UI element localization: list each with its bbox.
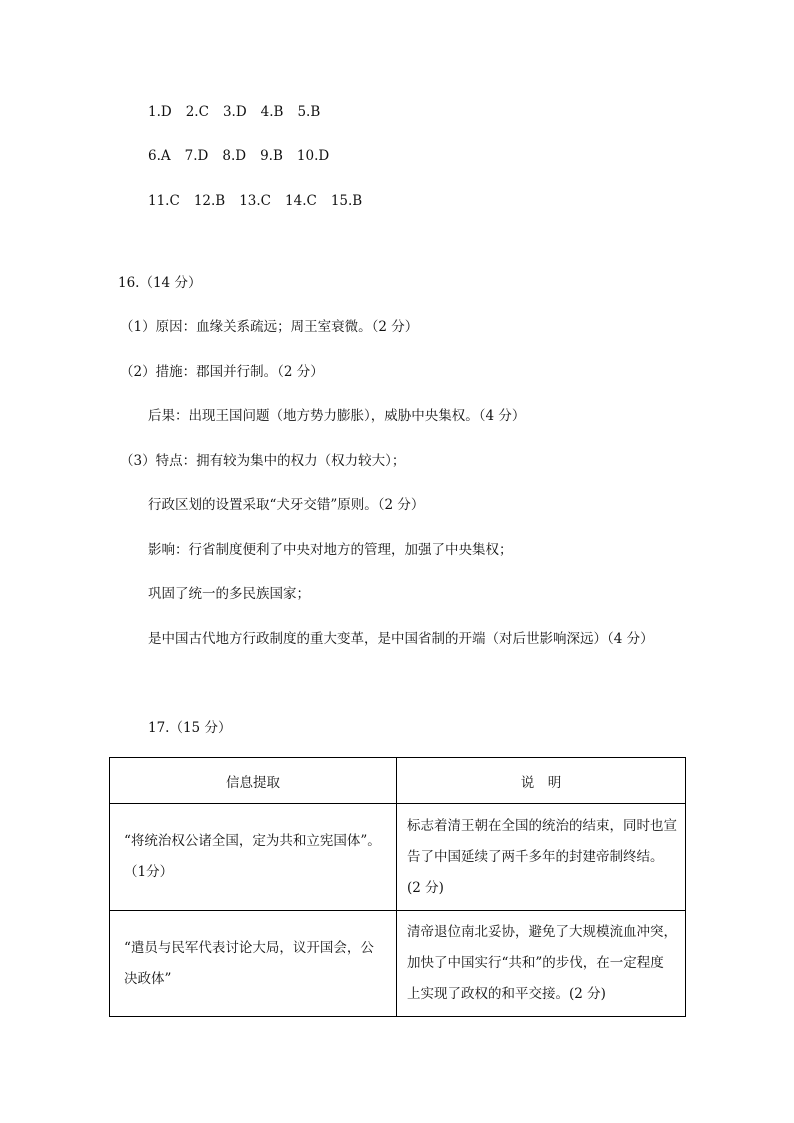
q17-table (109, 757, 686, 1017)
answer-item: 9.B (260, 148, 283, 164)
q16-part3-line4: 巩固了统一的多民族国家； (148, 586, 310, 602)
q16-part2-result: 后果：出现王国问题（地方势力膨胀），威胁中央集权。（4 分） (148, 408, 526, 424)
column-header-explain: 说 明 (397, 758, 686, 804)
answer-item: 6.A (148, 148, 171, 164)
table-cell-info: “将统治权公诸全国，定为共和立宪国体”。 （1分） (110, 804, 397, 911)
q16-part3: （3）特点：拥有较为集中的权力（权力较大）； (120, 453, 406, 469)
answer-item: 7.D (184, 148, 209, 164)
answer-item: 13.C (239, 193, 272, 209)
answer-item: 5.B (297, 104, 321, 120)
table-cell-explain: 标志着清王朝在全国的统治的结束，同时也宣告了中国延续了两千多年的封建帝制终结。(2 分) (397, 804, 686, 911)
answer-item: 8.D (222, 148, 247, 164)
q16-part3-line2: 行政区划的设置采取“犬牙交错”原则。（2 分） (148, 497, 425, 513)
answer-item: 10.D (296, 148, 330, 164)
q16-header: 16.（14 分） (118, 275, 202, 291)
column-header-info: 信息提取 (110, 758, 397, 804)
answer-item: 11.C (148, 193, 180, 209)
answer-item: 15.B (330, 193, 363, 209)
q17-header: 17.（15 分） (148, 720, 232, 736)
table-cell-info: “遣员与民军代表讨论大局，议开国会，公决政体” (110, 911, 397, 1017)
answer-item: 3.D (222, 104, 247, 120)
answers-row-1 (148, 102, 320, 122)
answers-row-3 (148, 191, 362, 211)
q16-part2: （2）措施：郡国并行制。（2 分） (120, 364, 324, 380)
table-header-row (110, 758, 686, 804)
answer-item: 1.D (148, 104, 172, 120)
answer-item: 12.B (193, 193, 226, 209)
answer-item: 14.C (285, 193, 317, 209)
answers-row-2 (148, 146, 329, 166)
answer-item: 2.C (185, 104, 209, 120)
q16-part1: （1）原因：血缘关系疏远；周王室衰微。（2 分） (120, 319, 419, 335)
q16-part3-impact: 影响：行省制度便利了中央对地方的管理，加强了中央集权； (148, 542, 513, 558)
table-row (110, 911, 686, 1017)
answer-item: 4.B (260, 104, 284, 120)
table-cell-explain: 清帝退位南北妥协，避免了大规模流血冲突，加快了中国实行“共和”的步伐，在一定程度上实现了政权的和平交接。(2 分) (397, 911, 686, 1017)
q16-part3-line5: 是中国古代地方行政制度的重大变革，是中国省制的开端（对后世影响深远）（4 分） (148, 631, 654, 647)
table-row (110, 804, 686, 911)
